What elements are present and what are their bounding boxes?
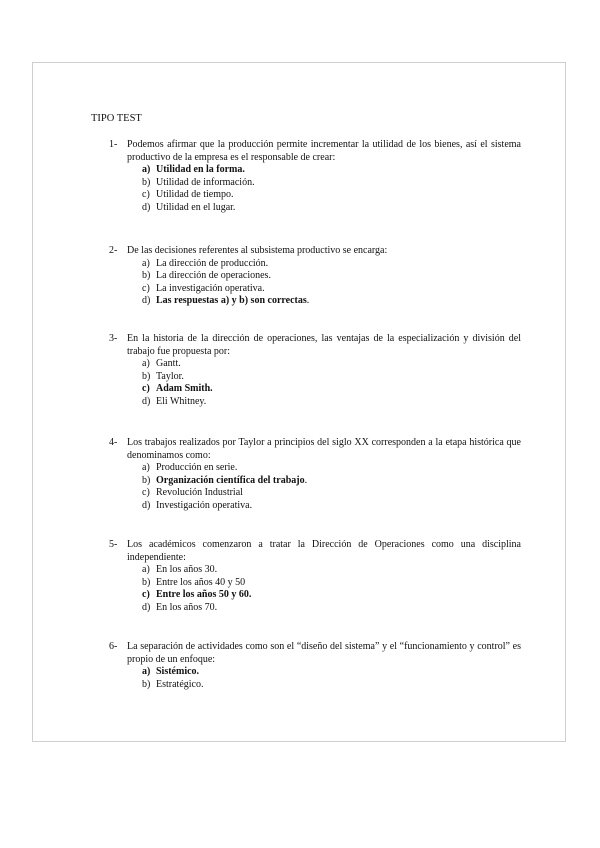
question-stem bbox=[109, 437, 521, 462]
option-letter: a) bbox=[142, 358, 150, 370]
option-text: Entre los años 40 y 50 bbox=[156, 576, 246, 588]
question-stem bbox=[109, 139, 521, 164]
question-2 bbox=[109, 245, 521, 308]
option-text: Utilidad en el lugar. bbox=[156, 201, 236, 213]
question-number: 1- bbox=[109, 139, 118, 150]
answer-options bbox=[109, 564, 521, 614]
option-letter: d) bbox=[142, 499, 151, 511]
option-letter: b) bbox=[142, 576, 151, 588]
answer-option bbox=[142, 358, 521, 371]
question-text: De las decisiones referentes al subsistema productivo se encarga: bbox=[127, 245, 388, 256]
answer-options bbox=[109, 462, 521, 512]
option-text: Investigación operativa. bbox=[156, 499, 253, 511]
option-text: Organización científica del trabajo bbox=[156, 474, 305, 486]
answer-option bbox=[142, 258, 521, 271]
option-text: La investigación operativa. bbox=[156, 282, 265, 294]
option-letter: c) bbox=[142, 589, 150, 601]
option-letter: c) bbox=[142, 282, 150, 294]
section-title: TIPO TEST bbox=[91, 113, 142, 124]
answer-option bbox=[142, 500, 521, 513]
option-text: Utilidad de información. bbox=[156, 176, 255, 188]
question-stem bbox=[109, 641, 521, 666]
question-text: Podemos afirmar que la producción permite incrementar la utilidad de los bienes, así el sistema productivo de la empresa es el responsable de crear: bbox=[127, 139, 521, 163]
option-letter: b) bbox=[142, 370, 151, 382]
option-letter: a) bbox=[142, 164, 151, 176]
answer-option bbox=[142, 475, 521, 488]
option-text: Las respuestas a) y b) son correctas bbox=[156, 295, 307, 307]
question-text: En la historia de la dirección de operaciones, las ventajas de la especialización y división del trabajo fue propuesta por: bbox=[127, 333, 521, 357]
option-letter: d) bbox=[142, 601, 151, 613]
option-letter: c) bbox=[142, 189, 150, 201]
question-text: La separación de actividades como son el “diseño del sistema” y el “funcionamiento y control” es propio de un enfoque: bbox=[127, 641, 521, 665]
option-suffix: . bbox=[304, 474, 308, 486]
answer-option bbox=[142, 283, 521, 296]
option-letter: b) bbox=[142, 176, 151, 188]
question-number: 3- bbox=[109, 333, 118, 344]
option-letter: d) bbox=[142, 201, 151, 213]
answer-option bbox=[142, 666, 521, 679]
question-stem bbox=[109, 539, 521, 564]
question-number: 4- bbox=[109, 437, 118, 448]
answer-options bbox=[109, 258, 521, 308]
answer-option bbox=[142, 189, 521, 202]
option-letter: b) bbox=[142, 270, 151, 282]
answer-option bbox=[142, 487, 521, 500]
option-text: La dirección de operaciones. bbox=[156, 270, 271, 282]
question-1 bbox=[109, 139, 521, 215]
option-text: Producción en serie. bbox=[156, 462, 238, 474]
answer-option bbox=[142, 383, 521, 396]
option-letter: d) bbox=[142, 395, 151, 407]
option-text: Utilidad en la forma. bbox=[156, 164, 245, 176]
answer-option bbox=[142, 177, 521, 190]
answer-options bbox=[109, 358, 521, 408]
answer-option bbox=[142, 371, 521, 384]
option-letter: b) bbox=[142, 474, 151, 486]
option-letter: a) bbox=[142, 257, 150, 269]
question-4 bbox=[109, 437, 521, 513]
answer-options bbox=[109, 164, 521, 214]
answer-option bbox=[142, 396, 521, 409]
question-text: Los académicos comenzaron a tratar la Dirección de Operaciones como una disciplina independiente: bbox=[127, 539, 521, 563]
answer-options bbox=[109, 666, 521, 691]
option-letter: d) bbox=[142, 295, 151, 307]
option-letter: a) bbox=[142, 564, 150, 576]
option-text: Eli Whitney. bbox=[156, 395, 207, 407]
answer-option bbox=[142, 577, 521, 590]
answer-option bbox=[142, 164, 521, 177]
option-text: Entre los años 50 y 60. bbox=[156, 589, 252, 601]
option-text: Taylor. bbox=[156, 370, 184, 382]
question-number: 2- bbox=[109, 245, 118, 256]
answer-option bbox=[142, 295, 521, 308]
question-stem bbox=[109, 245, 521, 258]
option-letter: b) bbox=[142, 678, 151, 690]
option-text: En los años 30. bbox=[156, 564, 218, 576]
question-6 bbox=[109, 641, 521, 691]
question-3 bbox=[109, 333, 521, 409]
option-text: Revolución Industrial bbox=[156, 487, 243, 499]
option-text: La dirección de producción. bbox=[156, 257, 269, 269]
option-letter: c) bbox=[142, 487, 150, 499]
question-stem bbox=[109, 333, 521, 358]
option-text: Sistémico. bbox=[156, 666, 200, 678]
document-page bbox=[32, 62, 566, 742]
question-text: Los trabajos realizados por Taylor a principios del siglo XX corresponden a la etapa histórica que denominamos como: bbox=[127, 437, 521, 461]
option-text: Gantt. bbox=[156, 358, 181, 370]
option-text: Estratégico. bbox=[156, 678, 204, 690]
option-text: Adam Smith. bbox=[156, 383, 213, 395]
question-number: 6- bbox=[109, 641, 118, 652]
answer-option bbox=[142, 589, 521, 602]
answer-option bbox=[142, 270, 521, 283]
answer-option bbox=[142, 679, 521, 692]
answer-option bbox=[142, 564, 521, 577]
answer-option bbox=[142, 462, 521, 475]
answer-option bbox=[142, 202, 521, 215]
question-5 bbox=[109, 539, 521, 615]
option-letter: a) bbox=[142, 666, 151, 678]
question-number: 5- bbox=[109, 539, 118, 550]
option-suffix: . bbox=[306, 295, 310, 307]
answer-option bbox=[142, 602, 521, 615]
option-text: Utilidad de tiempo. bbox=[156, 189, 234, 201]
option-text: En los años 70. bbox=[156, 601, 218, 613]
option-letter: c) bbox=[142, 383, 150, 395]
option-letter: a) bbox=[142, 462, 150, 474]
